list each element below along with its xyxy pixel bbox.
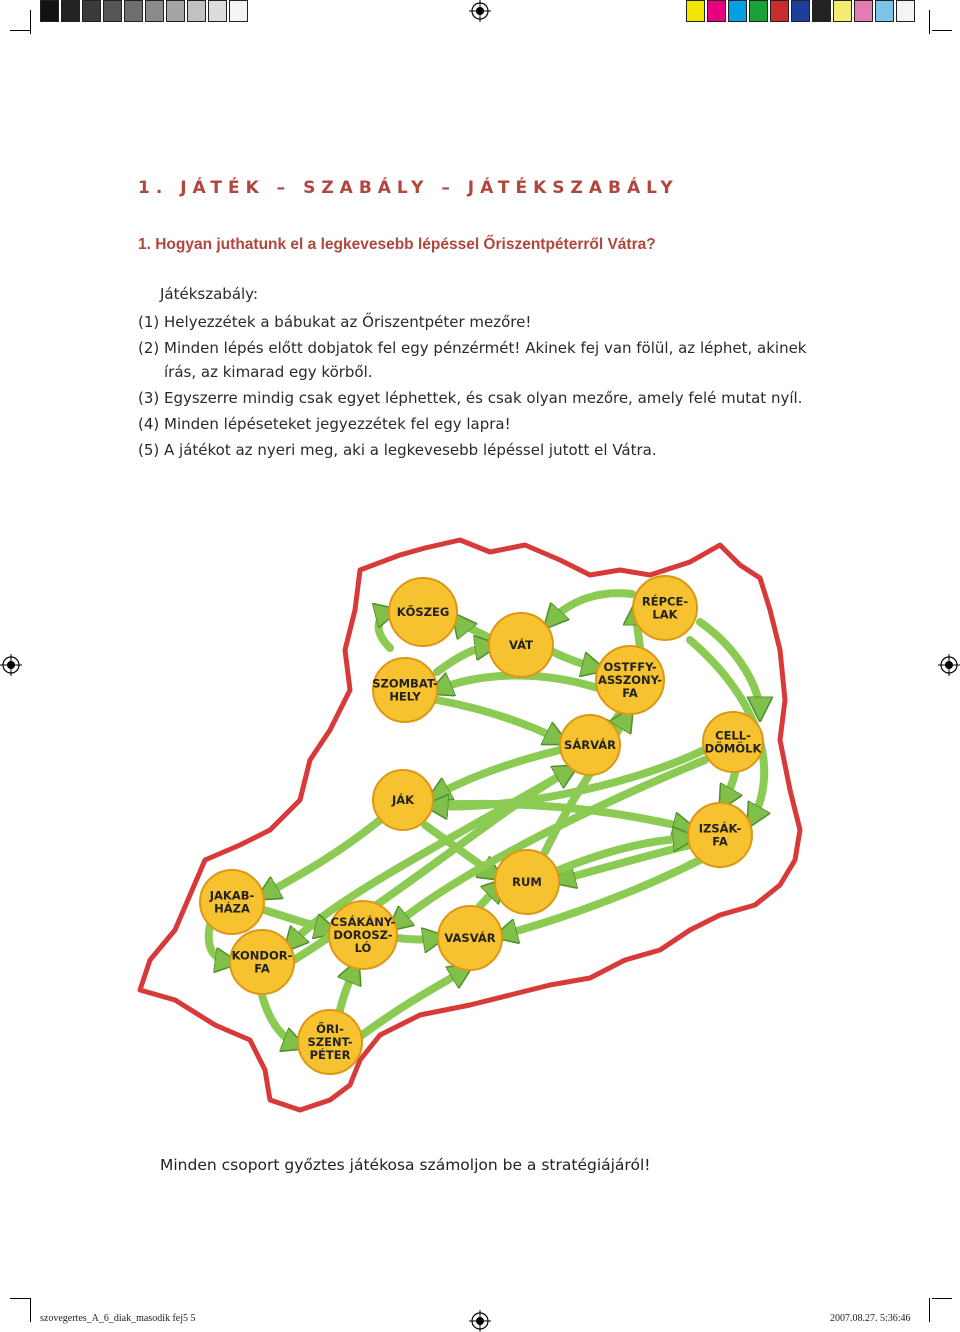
- node-label: HÁZA: [214, 901, 250, 916]
- node-label: CSÁKÁNY-: [330, 915, 396, 929]
- arrow-repcelak-to-vat: [550, 593, 632, 622]
- arrow-oriszentpeter-to-csakanydoroszlo: [340, 968, 355, 1010]
- node-label: DÖMÖLK: [704, 741, 762, 756]
- map-node-koszeg: [389, 578, 457, 646]
- arrow-vat-to-ostffyasszonyfa: [553, 652, 597, 668]
- map-node-jakabhaza: [200, 870, 264, 934]
- node-label: PÉTER: [309, 1048, 351, 1062]
- arrow-kondorfa-to-oriszentpeter: [262, 995, 298, 1045]
- node-label: SZOMBAT-: [372, 676, 438, 691]
- arrow-oriszentpeter-to-vasvar: [362, 970, 465, 1035]
- map-node-celldomolk: [703, 712, 763, 772]
- map-node-sarvar: [560, 715, 620, 775]
- map-node-repcelak: [633, 576, 697, 640]
- map-node-ostffyasszonyfa: [596, 646, 664, 714]
- arrow-repcelak-to-celldomolk: [700, 622, 760, 712]
- rule-item: (4) Minden lépéseteket jegyezzétek fel egy lapra!: [138, 415, 511, 433]
- map-node-kondorfa: [230, 930, 294, 994]
- closing-instruction: Minden csoport győztes játékosa számoljon be a stratégiájáról!: [160, 1156, 651, 1174]
- node-label: VASVÁR: [444, 931, 496, 945]
- map-node-rum: [495, 850, 559, 914]
- node-label: RUM: [512, 875, 542, 889]
- arrow-jak-to-jakabhaza: [264, 820, 380, 895]
- rules-label: Játékszabály:: [160, 285, 259, 303]
- node-label: KŐSZEG: [396, 605, 450, 619]
- node-label: JAKAB-: [209, 888, 255, 903]
- node-label: CELL-: [715, 728, 751, 743]
- node-label: VÁT: [509, 638, 533, 652]
- node-label: LAK: [652, 607, 678, 622]
- rule-item: (1) Helyezzétek a bábukat az Őriszentpéter mezőre!: [138, 313, 532, 331]
- map-node-vat: [489, 613, 553, 677]
- map-node-jak: [373, 770, 433, 830]
- node-label: DOROSZ-: [333, 928, 393, 942]
- print-footer-right: 2007.08.27. 5:36:46: [830, 1313, 911, 1324]
- arrow-szombathely-to-sarvar: [437, 700, 560, 740]
- rule-item: (2) Minden lépés előtt dobjatok fel egy pénzérmét! Akinek fej van fölül, az léphet, akinek írás, az kimarad egy körből.: [138, 339, 807, 381]
- node-label: ŐRI-: [316, 1022, 344, 1036]
- node-label: SÁRVÁR: [564, 738, 616, 752]
- node-label: IZSÁK-: [698, 821, 742, 836]
- node-label: FA: [622, 686, 638, 700]
- arrow-koszeg-to-szombathely: [379, 612, 390, 648]
- node-label: ASSZONY-: [597, 673, 663, 687]
- map-node-vasvar: [438, 906, 502, 970]
- map-node-oriszentpeter: [298, 1010, 362, 1074]
- node-label: FA: [712, 834, 728, 849]
- arrow-szombathely-to-vat: [437, 646, 490, 672]
- map-node-szombathely: [372, 658, 438, 722]
- print-footer-left: szovegertes_A_6_diak_masodik fej5 5: [40, 1313, 196, 1324]
- node-label: LÓ: [354, 941, 372, 955]
- node-label: RÉPCE-: [641, 594, 689, 609]
- arrow-csakanydoroszlo-to-vasvar: [397, 938, 438, 940]
- arrow-vat-to-koszeg: [458, 620, 490, 638]
- node-label: FA: [254, 961, 270, 976]
- node-label: SZENT-: [307, 1035, 353, 1049]
- rule-item: (3) Egyszerre mindig csak egyet léphettek, és csak olyan mezőre, amely felé mutat nyíl.: [138, 389, 803, 407]
- node-label: JÁK: [391, 793, 415, 807]
- page-title: 1. JÁTÉK – SZABÁLY – JÁTÉKSZABÁLY: [138, 178, 679, 198]
- arrow-celldomolk-to-izsakfa: [724, 773, 735, 802]
- map-node-izsakfa: [688, 803, 752, 867]
- task-question: 1. Hogyan juthatunk el a legkevesebb lépéssel Őriszentpéterről Vátra?: [138, 236, 656, 253]
- rule-item: (5) A játékot az nyeri meg, aki a legkevesebb lépéssel jutott el Vátra.: [138, 441, 657, 459]
- map-node-csakanydoroszlo: [329, 901, 397, 969]
- node-label: KONDOR-: [231, 948, 293, 963]
- node-label: HELY: [389, 689, 421, 704]
- node-label: OSTFFY-: [603, 660, 657, 674]
